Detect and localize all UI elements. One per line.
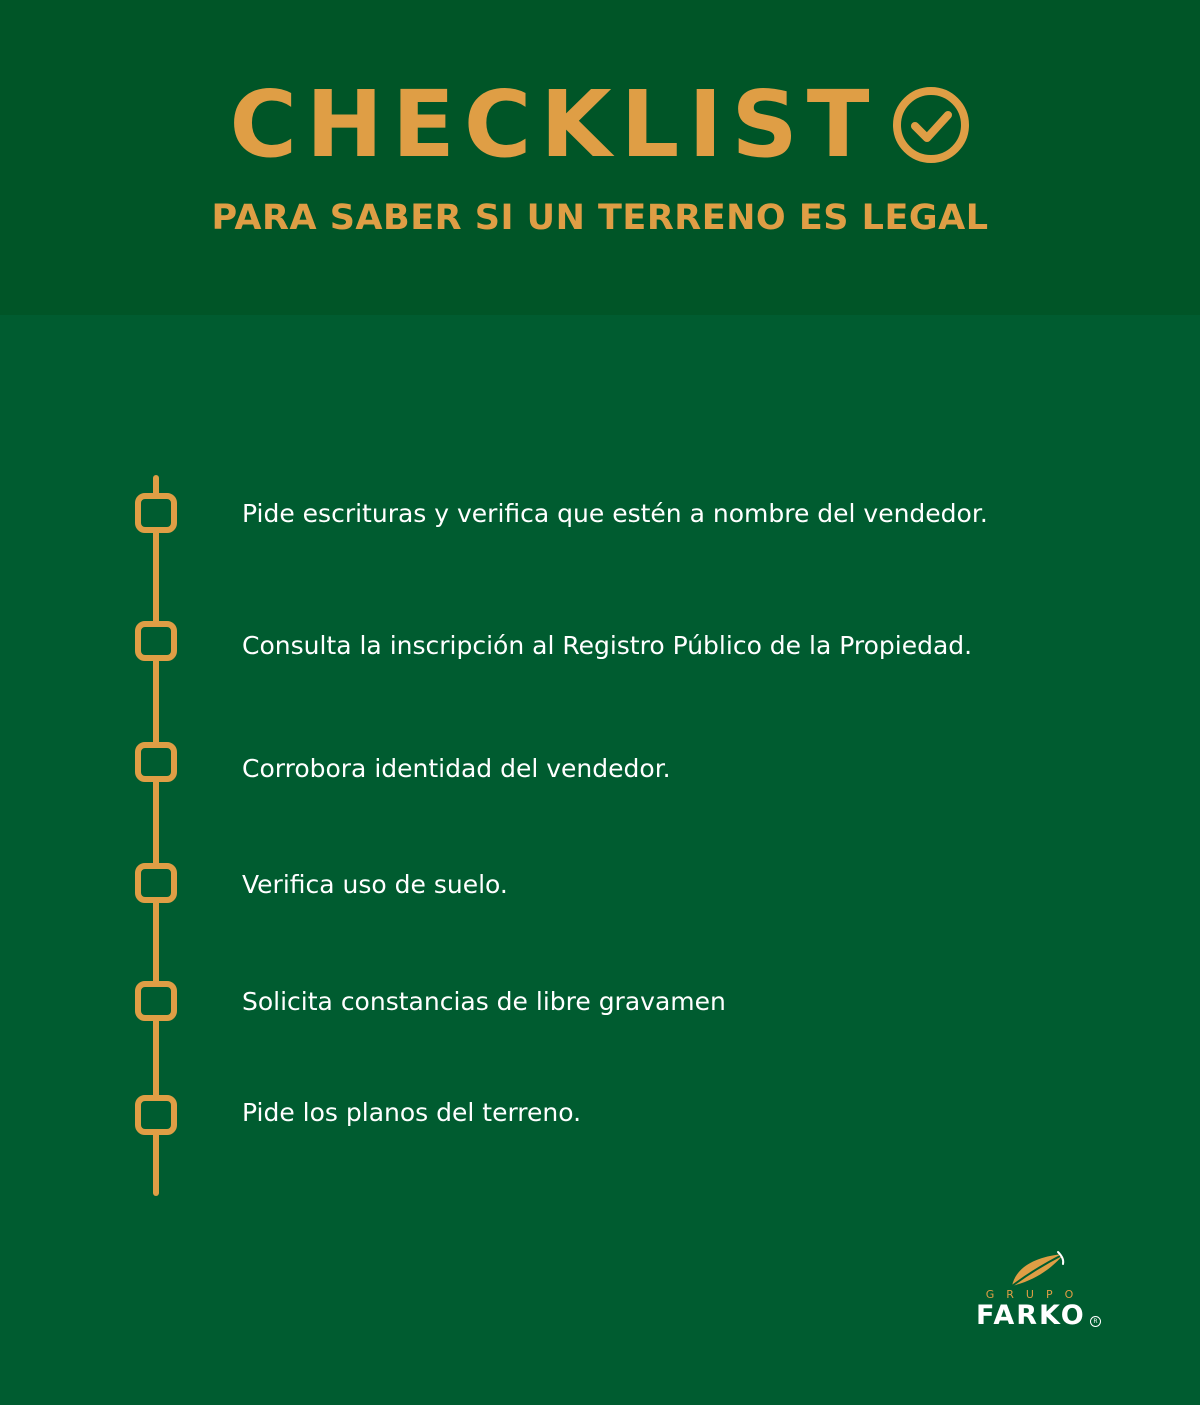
grupo-farko-logo [970, 1250, 1110, 1330]
checklist-item: Consulta la inscripción al Registro Público de la Propiedad. [242, 631, 973, 660]
checklist-item: Solicita constancias de libre gravamen [242, 987, 726, 1016]
logo-farko-text: FARKO [976, 1300, 1086, 1331]
page-title: CHECKLIST [229, 71, 879, 178]
page-subtitle: PARA SABER SI UN TERRENO ES LEGAL [211, 198, 989, 238]
checklist-item: Verifica uso de suelo. [242, 870, 508, 899]
checklist-item: Pide escrituras y verifica que estén a nombre del vendedor. [242, 499, 988, 528]
logo-grupo-text: GRUPO [985, 1288, 1086, 1301]
checklist-item: Pide los planos del terreno. [242, 1098, 582, 1127]
registered-mark-icon: R [1090, 1316, 1101, 1327]
checklist-item: Corrobora identidad del vendedor. [242, 754, 671, 783]
leaf-icon [1008, 1250, 1068, 1288]
